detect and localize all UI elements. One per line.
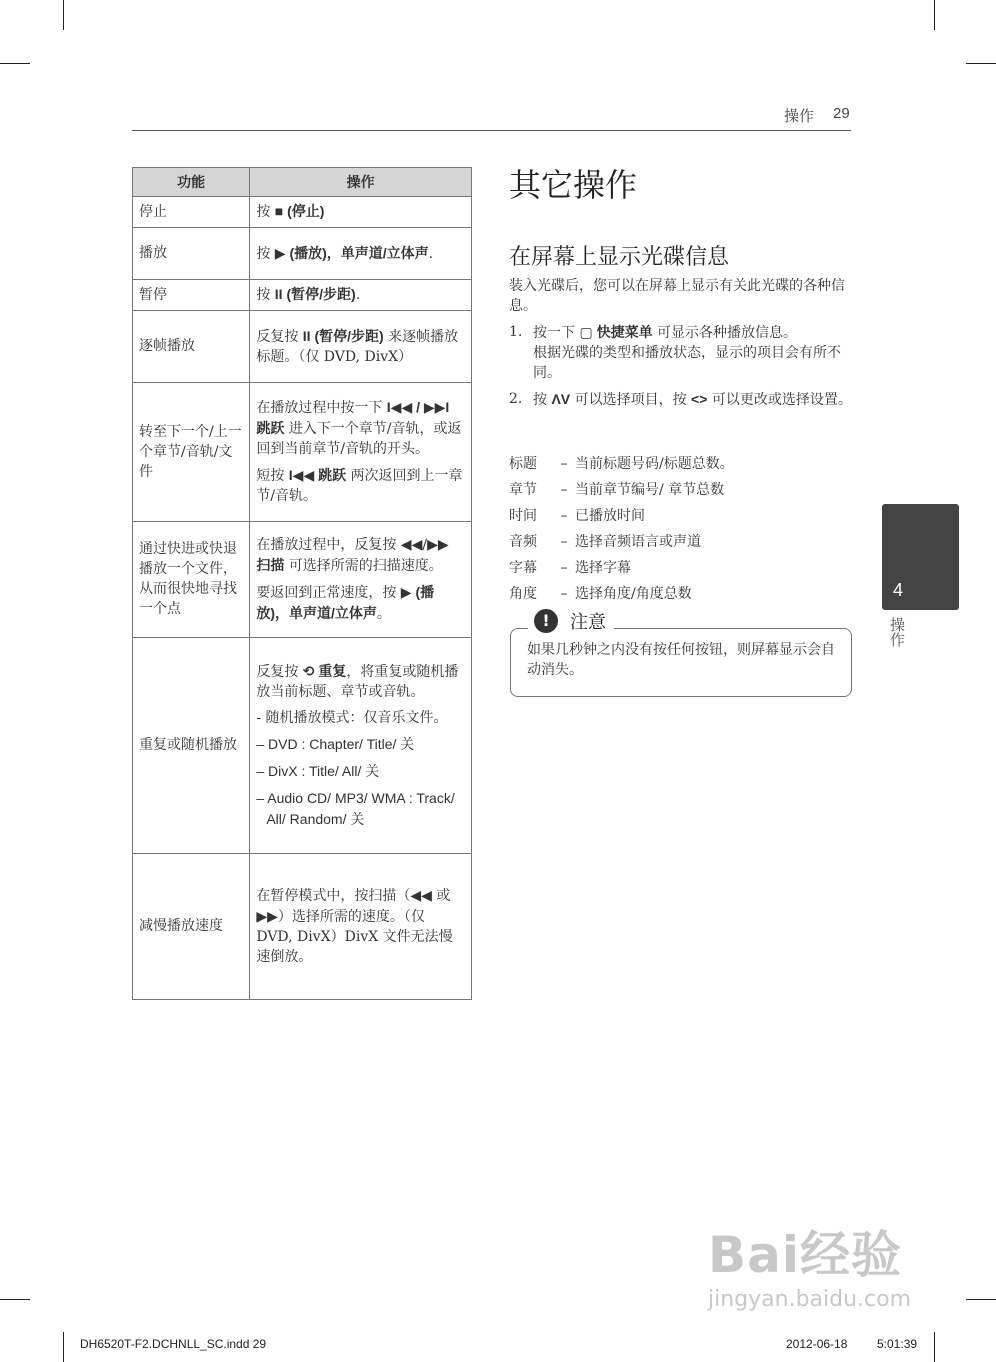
info-row — [509, 477, 854, 503]
bold-key-text: ◀◀ — [400, 536, 423, 552]
info-row — [509, 529, 854, 555]
info-dash: – — [560, 560, 568, 576]
text-run: 可以更改或选择设置。 — [707, 392, 852, 408]
watermark-brand: Bai经验 — [708, 1226, 902, 1284]
info-dash: – — [560, 456, 568, 472]
info-row — [509, 451, 854, 477]
operation-cell — [250, 638, 472, 854]
text-run: 在暂停模式中，按扫描（ — [256, 888, 411, 904]
page-number: 29 — [833, 105, 850, 122]
text-run: 按一下 — [533, 325, 580, 341]
function-cell: 重复或随机播放 — [133, 638, 250, 854]
page-title: 其它操作 — [509, 166, 638, 204]
table-header-function: 功能 — [133, 168, 250, 197]
intro-paragraph: 装入光碟后，您可以在屏幕上显示有关此光碟的各种信息。 — [509, 278, 845, 314]
operation-paragraph — [256, 734, 465, 755]
operation-paragraph — [256, 761, 465, 782]
text-run: / — [422, 537, 428, 553]
info-value: 选择角度/角度总数 — [575, 586, 692, 602]
bold-key-text: I◀◀ 跳跃 — [288, 467, 347, 483]
text-run: 反复按 — [256, 328, 303, 345]
bold-key-text: ▶▶ — [256, 908, 278, 924]
info-value: 当前标题号码/标题总数。 — [575, 456, 734, 472]
info-key: 标题 — [509, 456, 537, 472]
exclamation-icon: ! — [534, 609, 558, 633]
bold-key-text: I◀◀ / ▶▶I 跳跃 — [256, 399, 450, 436]
text-run: 按 — [256, 287, 275, 303]
info-key: 角度 — [509, 586, 537, 602]
operation-cell — [250, 311, 472, 383]
bold-key-text: ▶ (播放)，单声道/立体声 — [274, 244, 429, 261]
bold-key-text: ▶▶ 扫描 — [256, 536, 449, 573]
crop-mark — [0, 1299, 30, 1300]
steps-list — [509, 322, 854, 416]
operation-paragraph — [256, 326, 465, 367]
step-number: 1. — [509, 324, 523, 340]
operation-cell — [250, 280, 472, 311]
operation-cell — [250, 197, 472, 228]
text-run: 按 — [256, 204, 275, 220]
operation-cell — [250, 854, 472, 1000]
function-cell: 停止 — [133, 197, 250, 228]
operation-paragraph — [256, 708, 465, 728]
text-run: . — [428, 245, 434, 262]
table-row — [133, 854, 472, 1000]
bold-key-text: <> — [691, 391, 708, 407]
step-item — [509, 389, 854, 410]
table-row — [133, 383, 472, 522]
table-row — [133, 522, 472, 638]
operations-table — [132, 167, 472, 1000]
table-row — [133, 228, 472, 280]
chapter-number: 4 — [893, 580, 904, 600]
bold-key-text: II (暂停/步距) — [302, 327, 384, 344]
crop-mark — [934, 0, 935, 30]
info-value: 已播放时间 — [575, 508, 645, 524]
bold-key-text: ΛV — [551, 391, 571, 407]
info-row — [509, 555, 854, 581]
watermark — [708, 1215, 911, 1312]
info-key: 字幕 — [509, 560, 537, 576]
text-run: 按 — [533, 392, 552, 408]
operation-paragraph — [256, 465, 465, 506]
crop-mark — [63, 0, 64, 30]
function-cell: 通过快进或快退播放一个文件，从而很快地寻找一个点 — [133, 522, 250, 638]
info-value: 选择音频语言或声道 — [575, 534, 701, 550]
text-run: 在播放过程中，反复按 — [256, 537, 401, 553]
note-header — [528, 607, 614, 635]
info-dash: – — [560, 482, 568, 498]
step-number: 2. — [509, 391, 523, 407]
bold-key-text: ■ (停止) — [274, 203, 325, 219]
info-key: 音频 — [509, 534, 537, 550]
text-run: 要返回到正常速度，按 — [256, 585, 401, 601]
text-run: 进入下一个章节/音轨，或返回到当前章节/音轨的开头。 — [256, 421, 462, 457]
note-label: 注意 — [570, 612, 606, 633]
step-body — [533, 389, 852, 410]
bold-key-text: ▶ (播放)，单声道/立体声 — [256, 584, 435, 621]
operation-paragraph — [256, 534, 465, 576]
text-run: 反复按 — [256, 663, 303, 680]
bold-key-text: ▢ 快捷菜单 — [579, 324, 653, 340]
function-cell: 暂停 — [133, 280, 250, 311]
text-run: 可选择所需的扫描速度。 — [284, 558, 443, 574]
operation-paragraph — [256, 397, 465, 459]
bold-key-text: II (暂停/步距) — [274, 286, 356, 302]
intro-text — [509, 276, 854, 316]
text-run: 来逐帧播放标题。（仅 DVD, DivX） — [256, 328, 459, 365]
step-item — [509, 322, 854, 383]
header-section: 操作 — [784, 108, 815, 125]
table-row — [133, 280, 472, 311]
chapter-label: 操作 — [888, 617, 906, 647]
function-cell: 减慢播放速度 — [133, 854, 250, 1000]
info-dash: – — [560, 534, 568, 550]
text-run: . — [355, 287, 361, 303]
footer-date: 2012-06-18 — [786, 1337, 848, 1351]
info-key: 时间 — [509, 508, 537, 524]
crop-mark — [966, 1299, 996, 1300]
text-run: 短按 — [256, 468, 289, 484]
crop-mark — [63, 1332, 64, 1362]
function-cell: 转至下一个/上一个章节/音轨/文件 — [133, 383, 250, 522]
operation-cell — [250, 228, 472, 280]
bold-key-text: ◀◀ — [410, 887, 432, 903]
operation-cell — [250, 383, 472, 522]
table-row — [133, 311, 472, 383]
text-run: 或 — [431, 888, 451, 904]
operation-paragraph — [256, 582, 465, 624]
text-run: 。 — [376, 606, 391, 622]
text-run: ，将重复或随机播放当前标题、章节或音轨。 — [256, 663, 459, 700]
info-dash: – — [560, 586, 568, 602]
operation-paragraph — [256, 885, 465, 967]
table-row — [133, 197, 472, 228]
operation-paragraph — [256, 201, 465, 222]
text-run: 按 — [256, 245, 275, 262]
function-cell: 播放 — [133, 228, 250, 280]
crop-mark — [0, 63, 30, 64]
step-text — [533, 322, 854, 343]
info-key: 章节 — [509, 482, 537, 498]
text-run: 在播放过程中按一下 — [256, 400, 387, 416]
info-value: 当前章节编号/ 章节总数 — [575, 482, 725, 498]
footer-time: 5:01:39 — [877, 1337, 918, 1351]
table-row — [133, 638, 472, 854]
footer-file: DH6520T-F2.DCHNLL_SC.indd 29 — [80, 1337, 267, 1351]
table-header-operation: 操作 — [250, 168, 472, 197]
text-run: 两次返回到上一章节/音轨。 — [256, 468, 463, 504]
info-dash: – — [560, 508, 568, 524]
bold-key-text: ⟲ 重复 — [302, 662, 347, 679]
operation-paragraph — [256, 284, 465, 305]
step-extra: 根据光碟的类型和播放状态，显示的项目会有所不同。 — [533, 345, 841, 381]
info-row — [509, 503, 854, 529]
text-run: – DVD : Chapter/ Title/ 关 — [256, 735, 415, 752]
operation-cell — [250, 522, 472, 638]
text-run: – DivX : Title/ All/ 关 — [256, 762, 380, 779]
text-run: 可以选择项目，按 — [570, 392, 692, 408]
info-value: 选择字幕 — [575, 560, 631, 576]
step-body — [533, 322, 854, 383]
operation-paragraph — [256, 243, 465, 264]
info-list — [509, 451, 854, 607]
note-text: 如果几秒钟之内没有按任何按钮，则屏幕显示会自动消失。 — [527, 642, 835, 678]
text-run: – Audio CD/ MP3/ WMA : Track/ All/ Random/ 关 — [256, 789, 455, 827]
watermark-url: jingyan.baidu.com — [708, 1287, 912, 1312]
info-row — [509, 581, 854, 607]
crop-mark — [934, 1332, 935, 1362]
function-cell: 逐帧播放 — [133, 311, 250, 383]
text-run: - 随机播放模式：仅音乐文件。 — [256, 709, 448, 726]
section-subtitle: 在屏幕上显示光碟信息 — [509, 245, 730, 270]
operation-paragraph — [256, 788, 465, 830]
crop-mark — [966, 63, 996, 64]
header-rule — [132, 130, 851, 131]
text-run: 可显示各种播放信息。 — [652, 325, 798, 341]
text-run: ）选择所需的速度。（仅 DVD, DivX）DivX 文件无法慢速倒放。 — [256, 909, 453, 965]
operation-paragraph — [256, 661, 465, 702]
step-text — [533, 389, 852, 410]
